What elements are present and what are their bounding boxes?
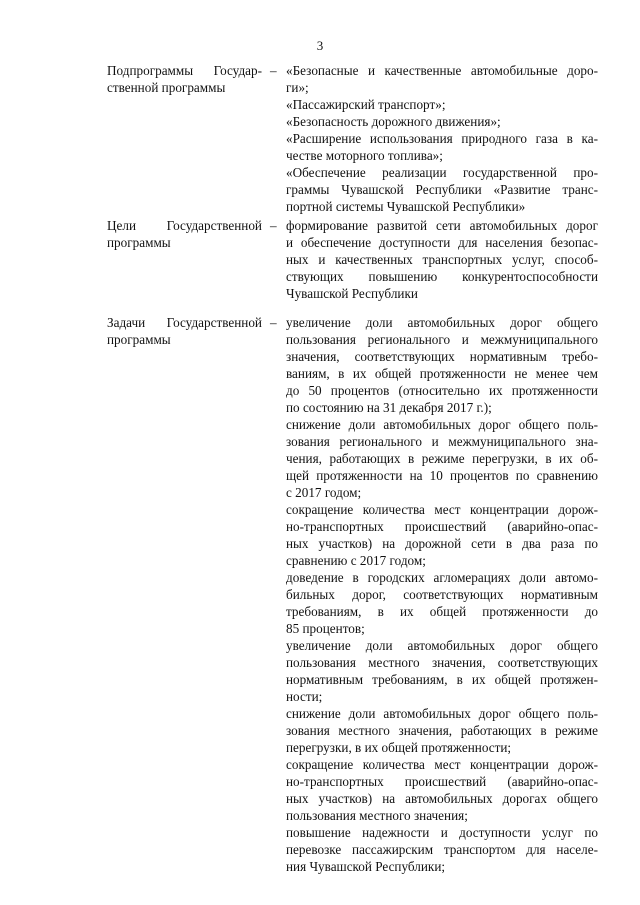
text-line: доведение в городских агломерациях доли автомо-	[286, 570, 598, 585]
label-line: Цели Государственной	[107, 218, 262, 233]
text-line: зования местного значения, работающих в режиме	[286, 723, 598, 738]
text-line: Чувашской Республики	[286, 286, 418, 301]
text-line: «Безопасность дорожного движения»;	[286, 114, 501, 129]
text-line: но-транспортных происшествий (аварийно-опас-	[286, 519, 598, 534]
text-line: снижение доли автомобильных дорог общего поль-	[286, 417, 598, 432]
text-line: сокращение количества мест концентрации дорож-	[286, 502, 598, 517]
goals-label	[107, 217, 262, 251]
dash: –	[270, 218, 277, 233]
page-number: 3	[316, 38, 324, 53]
text-line: портной системы Чувашской Республики»	[286, 199, 526, 214]
text-line: «Расширение использования природного газа в ка-	[286, 131, 598, 146]
text-line: пользования местного значения, соответствующих	[286, 655, 598, 670]
text-line: ствующих повышению конкурентоспособности	[286, 269, 598, 284]
text-line: увеличение доли автомобильных дорог общего	[286, 315, 598, 330]
text-line: по состоянию на 31 декабря 2017 г.);	[286, 400, 492, 415]
text-line: ности;	[286, 689, 323, 704]
text-line: снижение доли автомобильных дорог общего поль-	[286, 706, 598, 721]
text-line: но-транспортных происшествий (аварийно-опас-	[286, 774, 598, 789]
text-line: ваниям, в их общей протяженности не менее чем	[286, 366, 598, 381]
label-line: ственной программы	[107, 80, 226, 95]
label-line: программы	[107, 235, 171, 250]
text-line: до 50 процентов (относительно их протяженности	[286, 383, 598, 398]
label-line: программы	[107, 332, 171, 347]
text-line: честве моторного топлива»;	[286, 148, 443, 163]
text-line: ных участков) на дорожной сети в два раза по	[286, 536, 598, 551]
subprograms-label	[107, 62, 262, 96]
text-line: ги»;	[286, 80, 309, 95]
text-line: ния Чувашской Республики;	[286, 859, 446, 874]
text-line: граммы Чувашской Республики «Развитие транс-	[286, 182, 598, 197]
text-line: требованиям, в их общей протяженности до	[286, 604, 598, 619]
text-line: пользования регионального и межмуниципального	[286, 332, 598, 347]
text-line: «Безопасные и качественные автомобильные доро-	[286, 63, 598, 78]
text-line: ных участков) на автомобильных дорогах общего	[286, 791, 598, 806]
subprograms-content	[286, 62, 598, 215]
text-line: пользования местного значения;	[286, 808, 468, 823]
text-line: увеличение доли автомобильных дорог общего	[286, 638, 598, 653]
tasks-label	[107, 314, 262, 348]
text-line: 85 процентов;	[286, 621, 365, 636]
text-line: значения, соответствующих нормативным требо-	[286, 349, 598, 364]
text-line: зования регионального и межмуниципального зна-	[286, 434, 598, 449]
dash: –	[270, 315, 277, 330]
label-line: Подпрограммы Государ-	[107, 63, 262, 78]
label-line: Задачи Государственной	[107, 315, 262, 330]
text-line: формирование развитой сети автомобильных дорог	[286, 218, 598, 233]
text-line: сравнению с 2017 годом;	[286, 553, 426, 568]
text-line: повышение надежности и доступности услуг по	[286, 825, 598, 840]
goals-content	[286, 217, 598, 302]
dash: –	[270, 63, 277, 78]
text-line: «Пассажирский транспорт»;	[286, 97, 446, 112]
text-line: щей протяженности на 10 процентов по сравнению	[286, 468, 598, 483]
tasks-content	[286, 314, 598, 875]
text-line: ных и качественных транспортных услуг, способ-	[286, 252, 598, 267]
text-line: и обеспечение доступности для населения безопас-	[286, 235, 598, 250]
text-line: «Обеспечение реализации государственной про-	[286, 165, 598, 180]
text-line: с 2017 годом;	[286, 485, 362, 500]
text-line: перегрузки, в их общей протяженности;	[286, 740, 512, 755]
text-line: перевозке пассажирским транспортом для населе-	[286, 842, 598, 857]
text-line: нормативным требованиям, в их общей протяжен-	[286, 672, 598, 687]
text-line: бильных дорог, соответствующих нормативным	[286, 587, 598, 602]
text-line: чения, работающих в режиме перегрузки, в их об-	[286, 451, 598, 466]
text-line: сокращение количества мест концентрации дорож-	[286, 757, 598, 772]
